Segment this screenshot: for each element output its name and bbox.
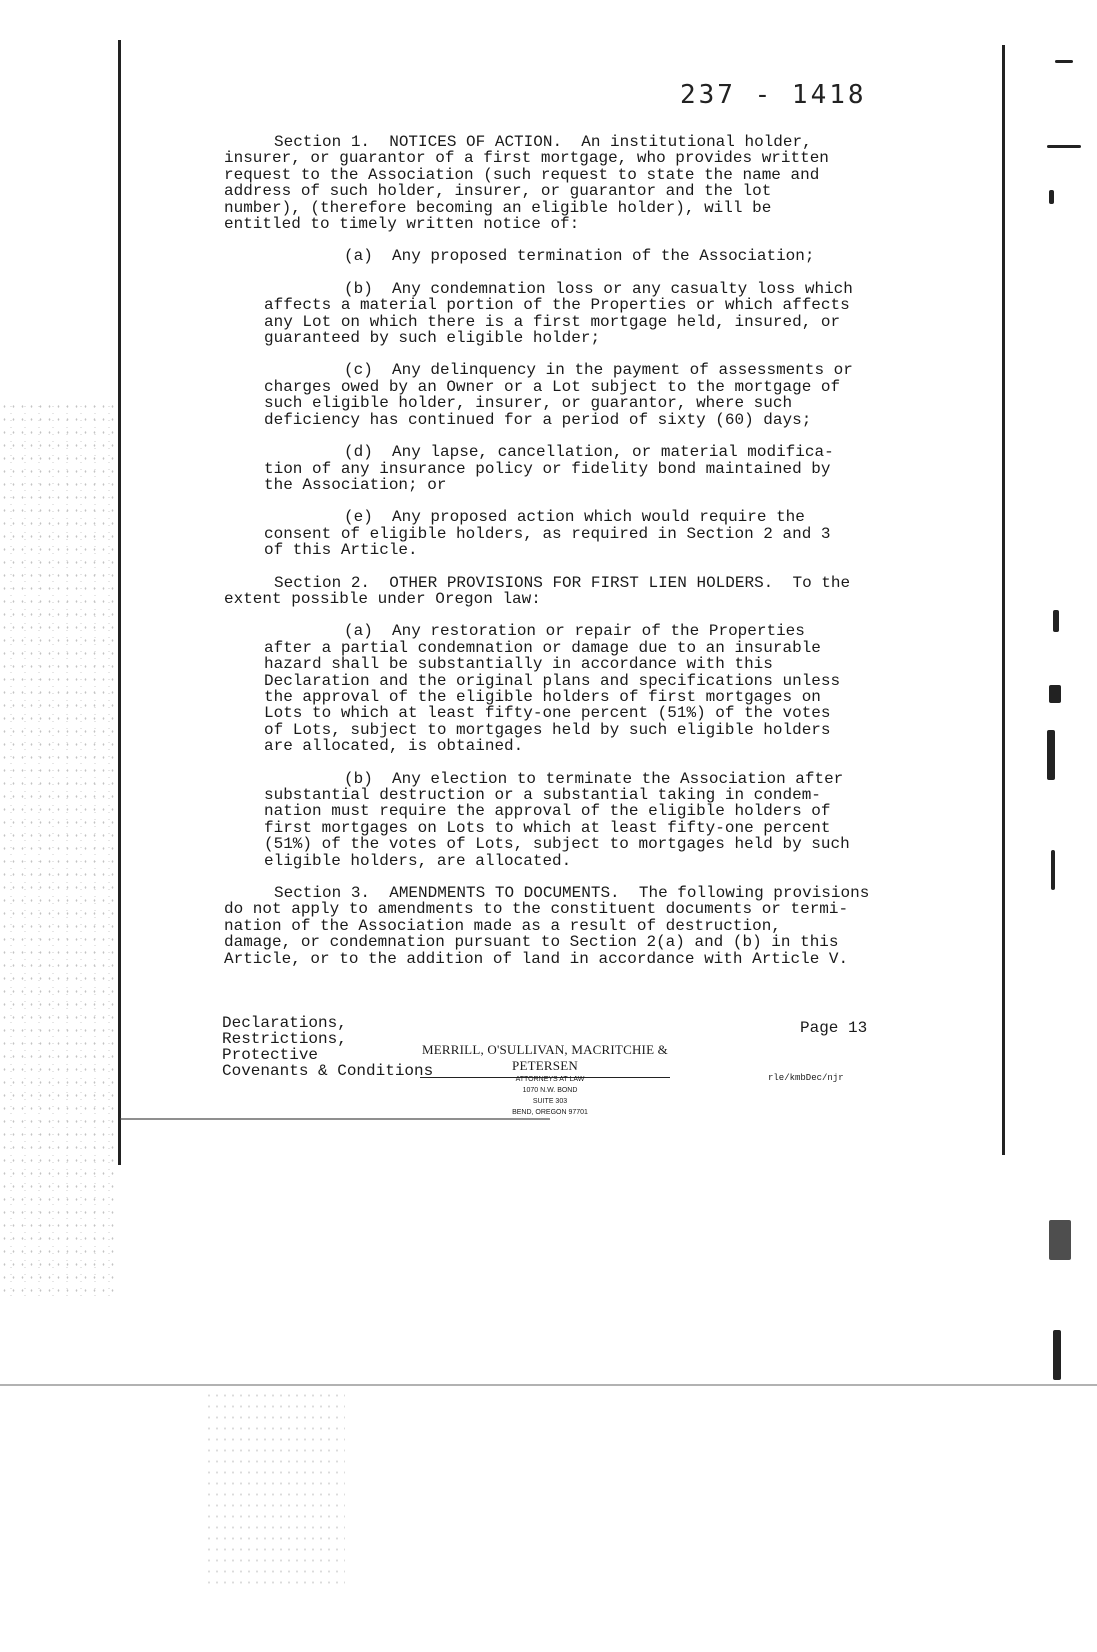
section-1-item-e: (e) Any proposed action which would require the consent of eligible holders, as required in Section 2 and 3 of this Article.: [264, 508, 831, 560]
section-3-intro: Section 3. AMENDMENTS TO DOCUMENTS. The following provisions do not apply to amendments to the constituent documents or termi- nation of the Association made as a result of destruction, damage, or condemnation pursuant to Section 2(a) and (b) in this Article, or to the addition of land in accordance with Article V.: [224, 884, 870, 968]
footer-doc-title: Declarations, Restrictions, Protective Covenants & Conditions: [222, 1014, 434, 1080]
section-2-item-a: (a) Any restoration or repair of the Properties after a partial condemnation or damage due to an insurable hazard shall be substantially in accordance with this Declaration and the original plans and specifications unless the approval of the eligible holders of first mortgages on Lots to which at least fifty-one percent (51%) of the votes of Lots, subject to mortgages held by such eligible holders are allocated, is obtained.: [264, 622, 841, 756]
footer-page-number: Page 13: [800, 1019, 868, 1037]
section-1-item-c: (c) Any delinquency in the payment of assessments or charges owed by an Owner or a Lot subject to the mortgage of such eligible holder, insurer, or guarantor, where such deficiency has continued for a period of sixty (60) days;: [264, 361, 853, 429]
margin-handwriting: [1035, 50, 1095, 1400]
scan-border-bottom: [120, 1118, 550, 1120]
footer-firm-address: ATTORNEYS AT LAW 1070 N.W. BOND SUITE 303 BEND, OREGON 97701: [512, 1076, 588, 1116]
section-1: [224, 134, 904, 559]
footer-firm-name: MERRILL, O'SULLIVAN, MACRITCHIE & PETERSEN: [420, 1042, 670, 1078]
document-body: [224, 134, 904, 983]
section-2-item-b: (b) Any election to terminate the Association after substantial destruction or a substantial taking in condem- nation must require the approval of the eligible holders of first mortgages on Lots to which at least fifty-one percent (51%) of the votes of Lots, subject to mortgages held by such eligible holders, are allocated.: [264, 769, 850, 870]
section-1-item-b: (b) Any condemnation loss or any casualty loss which affects a material portion of the Properties or which affects any Lot on which there is a first mortgage held, insured, or guaranteed by such eligible holder;: [264, 279, 853, 348]
section-3: [224, 885, 904, 967]
scan-border-lower: [0, 1384, 1097, 1386]
scan-border-right: [1002, 45, 1005, 1155]
section-2: [224, 575, 904, 870]
section-1-intro: Section 1. NOTICES OF ACTION. An institutional holder, insurer, or guarantor of a first mortgage, who provides written request to the Association (such request to state the name and address of such holder, insurer, or guarantor and the lot number), (therefore becoming an eligible holder), will be entitled to timely written notice of:: [224, 133, 829, 234]
scan-noise-left: [0, 400, 120, 1300]
section-2-intro: Section 2. OTHER PROVISIONS FOR FIRST LIEN HOLDERS. To the extent possible under Oregon law:: [224, 573, 851, 608]
footer-reference: rle/kmbDec/njr: [768, 1073, 844, 1083]
recording-number: 237 - 1418: [680, 80, 867, 110]
section-1-item-d: (d) Any lapse, cancellation, or material modifica- tion of any insurance policy or fidelity bond maintained by the Association; or: [264, 443, 834, 494]
section-1-item-a: (a) Any proposed termination of the Association;: [344, 247, 815, 266]
scan-noise-bottom: [205, 1390, 345, 1590]
